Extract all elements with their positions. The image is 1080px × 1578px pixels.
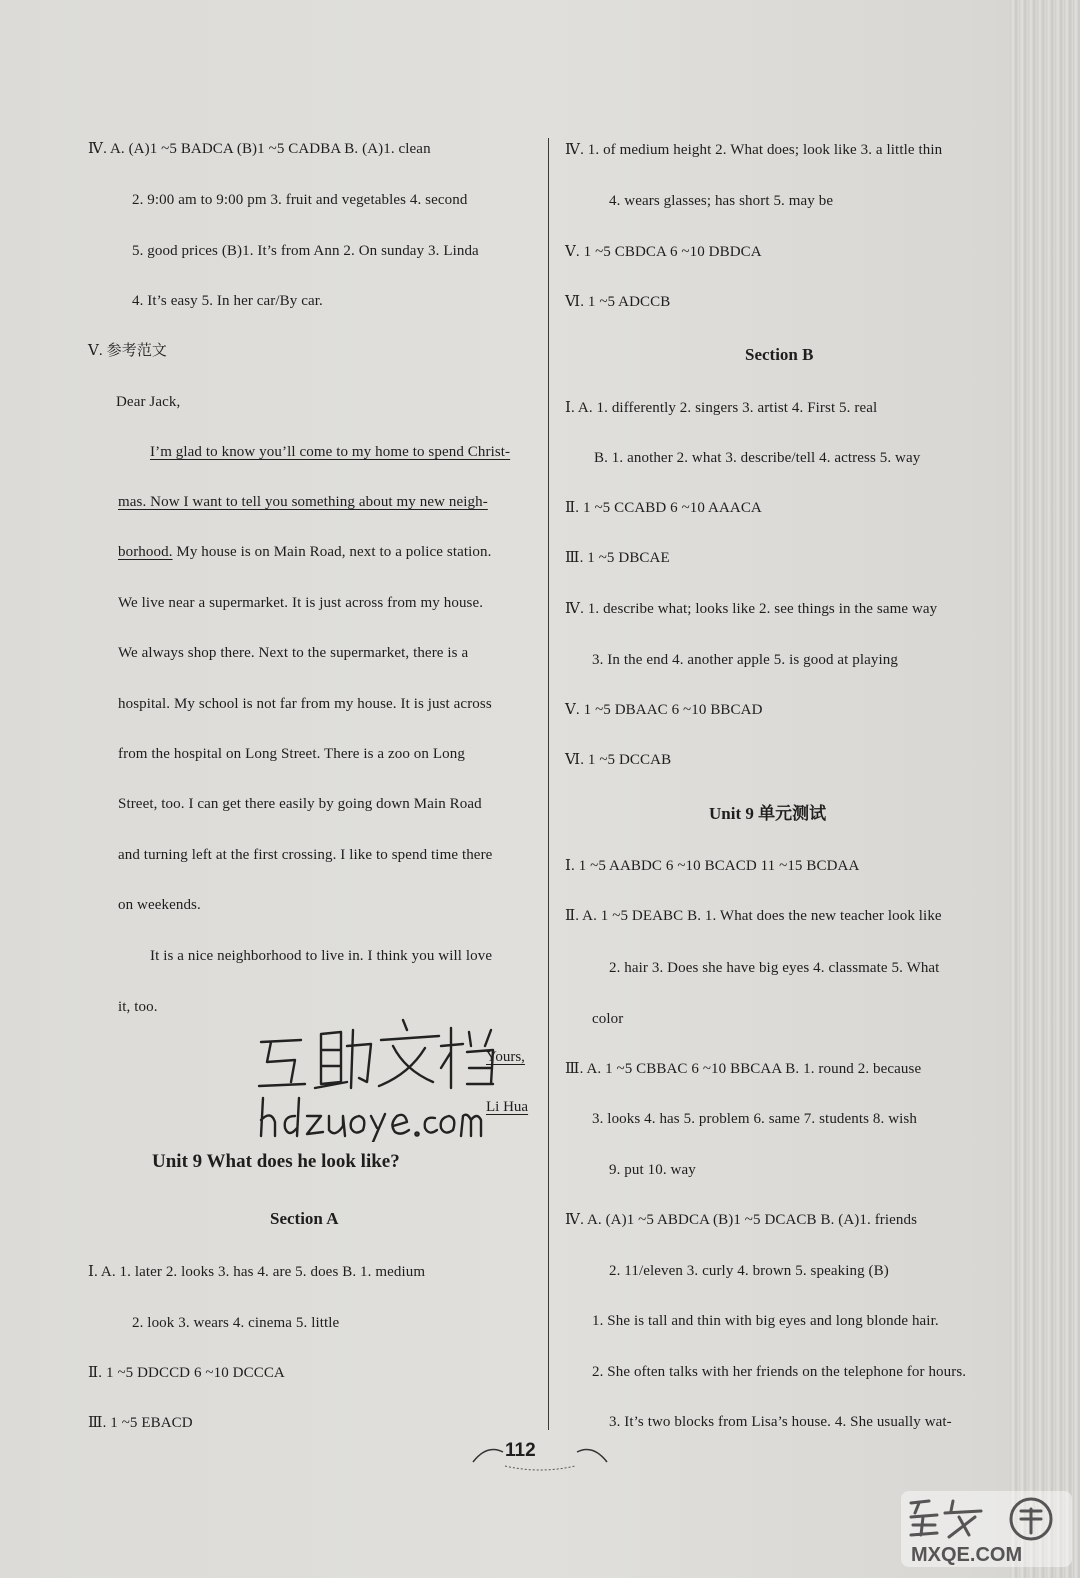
- answer-line: B. 1. another 2. what 3. describe/tell 4. actress 5. way: [594, 450, 921, 466]
- section-a-heading: Section A: [270, 1209, 339, 1228]
- answer-line: Ⅲ. A. 1 ~5 CBBAC 6 ~10 BBCAA B. 1. round 2. because: [565, 1061, 922, 1077]
- essay-line: from the hospital on Long Street. There is a zoo on Long: [118, 746, 465, 762]
- answer-line: Ⅴ. 1 ~5 CBDCA 6 ~10 DBDCA: [565, 244, 762, 260]
- corner-logo-art: [899, 1489, 1074, 1569]
- answer-line: Ⅵ. 1 ~5 DCCAB: [565, 752, 672, 768]
- handwritten-watermark: [255, 1012, 495, 1147]
- essay-line: borhood. My house is on Main Road, next to a police station.: [118, 544, 492, 560]
- essay-closing: Yours,: [486, 1049, 525, 1065]
- answer-line: 4. It’s easy 5. In her car/By car.: [132, 293, 323, 309]
- book-spine-edge: [1010, 0, 1080, 1578]
- answer-line: 2. hair 3. Does she have big eyes 4. classmate 5. What: [609, 960, 940, 976]
- essay-line: and turning left at the first crossing. I like to spend time there: [118, 847, 493, 863]
- answer-line: Ⅱ. 1 ~5 CCABD 6 ~10 AAACA: [565, 500, 762, 516]
- watermark-drawing: [255, 1012, 495, 1142]
- section-b-heading: Section B: [745, 345, 814, 364]
- essay-line: We live near a supermarket. It is just across from my house.: [118, 595, 484, 611]
- column-divider: [548, 138, 549, 1430]
- corner-logo: [899, 1489, 1074, 1574]
- answer-line: Ⅳ. 1. describe what; looks like 2. see things in the same way: [565, 601, 938, 617]
- answer-line: Ⅵ. 1 ~5 ADCCB: [565, 294, 671, 310]
- essay-line: on weekends.: [118, 897, 201, 913]
- essay-line: Street, too. I can get there easily by going down Main Road: [118, 796, 482, 812]
- answer-line: Ⅰ. A. 1. later 2. looks 3. has 4. are 5. does B. 1. medium: [88, 1264, 426, 1280]
- page-number: 112: [505, 1440, 536, 1461]
- answer-line: Ⅰ. A. 1. differently 2. singers 3. artist 4. First 5. real: [565, 400, 878, 416]
- answer-line: 3. In the end 4. another apple 5. is good at playing: [592, 652, 898, 668]
- answer-line: Ⅳ. A. (A)1 ~5 BADCA (B)1 ~5 CADBA B. (A)1. clean: [88, 141, 431, 157]
- answer-line: color: [592, 1011, 624, 1027]
- essay-line: We always shop there. Next to the supermarket, there is a: [118, 645, 469, 661]
- answer-line: 3. looks 4. has 5. problem 6. same 7. students 8. wish: [592, 1111, 917, 1127]
- answer-line: Ⅰ. 1 ~5 AABDC 6 ~10 BCACD 11 ~15 BCDAA: [565, 858, 860, 874]
- essay-salutation: Dear Jack,: [116, 394, 181, 410]
- essay-line: mas. Now I want to tell you something about my new neigh-: [118, 494, 488, 510]
- essay-line: it, too.: [118, 999, 158, 1015]
- corner-logo-text: MXQE.COM: [911, 1544, 1023, 1566]
- essay-line: I’m glad to know you’ll come to my home to spend Christ-: [150, 444, 511, 460]
- essay-heading: Ⅴ. 参考范文: [88, 343, 168, 359]
- answer-line: Ⅲ. 1 ~5 EBACD: [88, 1415, 193, 1431]
- answer-line: Ⅴ. 1 ~5 DBAAC 6 ~10 BBCAD: [565, 702, 763, 718]
- answer-line: 3. It’s two blocks from Lisa’s house. 4. She usually wat-: [609, 1414, 952, 1430]
- answer-line: 4. wears glasses; has short 5. may be: [609, 193, 834, 209]
- unit-title: Unit 9 What does he look like?: [152, 1151, 400, 1172]
- answer-line: Ⅲ. 1 ~5 DBCAE: [565, 550, 670, 566]
- answer-line: 2. 9:00 am to 9:00 pm 3. fruit and vegetables 4. second: [132, 192, 468, 208]
- unit-test-heading: Unit 9 单元测试: [709, 804, 827, 823]
- answer-line: Ⅱ. A. 1 ~5 DEABC B. 1. What does the new teacher look like: [565, 908, 942, 924]
- answer-line: 2. look 3. wears 4. cinema 5. little: [132, 1315, 340, 1331]
- essay-line: hospital. My school is not far from my house. It is just across: [118, 696, 492, 712]
- answer-line: 2. She often talks with her friends on the telephone for hours.: [592, 1364, 967, 1380]
- answer-line: Ⅳ. 1. of medium height 2. What does; look like 3. a little thin: [565, 142, 943, 158]
- answer-line: 5. good prices (B)1. It’s from Ann 2. On sunday 3. Linda: [132, 243, 479, 259]
- answer-line: 9. put 10. way: [609, 1162, 696, 1178]
- answer-line: Ⅳ. A. (A)1 ~5 ABDCA (B)1 ~5 DCACB B. (A)1. friends: [565, 1212, 918, 1228]
- essay-line: It is a nice neighborhood to live in. I think you will love: [150, 948, 493, 964]
- answer-line: Ⅱ. 1 ~5 DDCCD 6 ~10 DCCCA: [88, 1365, 285, 1381]
- page-number-ornament: [465, 1438, 615, 1472]
- essay-signature: Li Hua: [486, 1099, 529, 1115]
- answer-line: 1. She is tall and thin with big eyes and long blonde hair.: [592, 1313, 939, 1329]
- answer-line: 2. 11/eleven 3. curly 4. brown 5. speaking (B): [609, 1263, 889, 1279]
